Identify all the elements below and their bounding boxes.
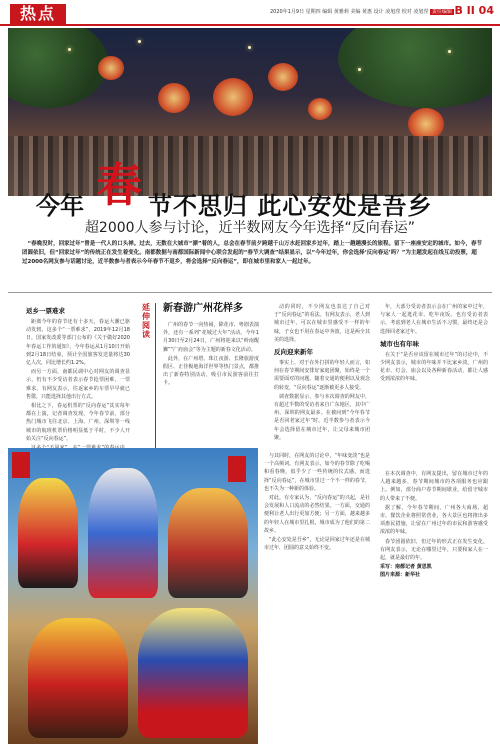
paragraph: 相比之下，春运机票的“反向春运”其实每年都在上演，记者调查发现，今年春节前，部分热门城市飞往北京、上海、广州、深圳等一线城市的航班机票价格明显低于平时，不少人开始关注“反向春运”。 xyxy=(26,403,130,442)
kicker-char: 伸 xyxy=(142,312,150,321)
kicker-rule xyxy=(155,303,156,451)
page-header xyxy=(0,0,500,26)
light-dot xyxy=(248,46,251,49)
performer-shape xyxy=(88,468,158,598)
sidebar-title: 新春游广州花样多 xyxy=(163,303,243,314)
header-meta-text: 2020年1月9日 星期四 编辑 黄雅莉 美编 黄惠 设计 凌旭滢 校对 凌旭滢 xyxy=(270,9,429,15)
lantern-decoration xyxy=(98,56,124,80)
section-tab: 热点 xyxy=(10,4,66,24)
paragraph: 动的同时，不少网友也表达了自己对于“反向春运”的看法。有网友表示，老人到城市过年，可以在城市里感受不一样的年味，子女也不用在春运中奔波，这是两全其美的选择。 xyxy=(274,304,370,343)
subheadline: 超2000人参与讨论，近半数网友今年选择“反向春运” xyxy=(84,220,416,236)
opera-photo xyxy=(8,448,258,744)
paragraph: 此外，在广州塔、珠江夜游、长隆旅游度假区、正佳极地海洋世界等热门景点，都推出了新春特别活动，吸引市民游客前往打卡。 xyxy=(163,355,259,387)
lantern-decoration xyxy=(158,83,190,113)
paragraph: 在关于“是否应该留在城市过年”的讨论中，不少网友表示，城市的年味并不比家乡淡。广州的花市、灯会、庙会以及各种新春活动，都让人感受到浓浓的年味。 xyxy=(380,351,488,383)
header-rule xyxy=(0,24,500,26)
header-meta xyxy=(270,8,470,15)
column-6 xyxy=(380,470,488,579)
kicker-char: 读 xyxy=(142,330,150,339)
light-dot xyxy=(358,68,361,71)
headline xyxy=(8,158,492,220)
headline-suffix: 节不思归 此心安处是吾乡 xyxy=(148,192,433,220)
paragraph: 调查数据显示，参与本次调查的网友中，有超过半数的受访者来自广东地区，其中广州、深圳的网友最多。在被问到“今年春节是否回老家过年”时，近半数参与者表示今年会选择留在城市过年，让父母来城市团聚。 xyxy=(274,393,370,441)
column-1 xyxy=(26,303,130,461)
flag-shape xyxy=(12,452,30,478)
paragraph: 事实上，对于在外打拼的年轻人而言，如何在春节期间安排好家庭团聚，始终是一个需要面对的问题。随着交通的便利以及观念的转变，“反向春运”逐渐被更多人接受。 xyxy=(274,360,370,391)
paragraph: 而另一方面，南都民调中心对网友的调查显示，仍有不少受访者表示春节抢票困难，一票难求。有网友表示，往返家乡的车票早早就已售罄，只能选择其他出行方式。 xyxy=(26,369,130,400)
photo-credit: 图片来源：新华社 xyxy=(380,572,421,579)
lede-paragraph: “春晚没时，回家过年”曾是一代人的口头禅。过去，无数在大城市“漂”着的人，总会在春节前夕跨越千山万水赶回家乡过年，踏上一趟趟漫长的旅程。留下一座座安定的城市。如今，春节团圆依旧，但“回家过年”的传统正在发生着变化。南都数据与南都国际新闻中心联合发起的“春节大调查”结果显示，以“今年过年，你会选择‘反向春运’吗？”为主题发起在线互动投票，超过2000名网友参与话题讨论，近半数参与者表示今年春节不返乡，将会选择“反向春运”，即在城市里和家人一起过年。 xyxy=(22,241,482,265)
column-5 xyxy=(264,452,370,553)
paragraph: 在本次调查中，有网友提出，留在城市过年的人越来越多，春节期间城市的各项服务也应跟上。例如，部分商户春节期间歇业，给留守城市的人带来了不便。 xyxy=(380,471,488,502)
section-heading: 反向迎来新年 xyxy=(274,348,313,357)
lantern-decoration xyxy=(308,98,332,120)
tree-shape xyxy=(8,28,108,108)
paragraph: “此心安处是吾乡”，无论是回家过年还是在城市过年，团圆的意义始终不变。 xyxy=(264,537,370,552)
section-heading: 城市也有年味 xyxy=(380,339,419,348)
paragraph: 与其同时，在网友的讨论中，“年味变淡”也是一个高频词。有网友表示，如今的春节除了吃喝和看春晚，似乎少了一些传统的仪式感。而选择“反向春运”，在城市里过一个不一样的春节，也不失为一种新的体验。 xyxy=(264,453,370,492)
performer-shape xyxy=(168,488,248,598)
flag-shape xyxy=(228,456,246,482)
divider xyxy=(8,292,492,293)
light-dot xyxy=(448,50,451,53)
performer-shape xyxy=(138,608,248,738)
light-dot xyxy=(138,40,141,43)
extended-reading-label xyxy=(140,303,152,339)
light-dot xyxy=(68,48,71,51)
paragraph: 对此，有专家认为，“反向春运”的兴起，是社会发展和人口流动的必然结果。一方面，交通的便利让老人出行更加方便；另一方面，越来越多的年轻人在城市里扎根，城市成为了他们的第二故乡。 xyxy=(264,495,370,534)
byline: 采写：南都记者 黄思凯 xyxy=(380,564,432,571)
performer-shape xyxy=(18,478,78,588)
kicker-char: 延 xyxy=(142,303,150,312)
column-4 xyxy=(380,303,488,385)
headline-prefix: 今年 xyxy=(36,192,84,220)
kicker-char: 阅 xyxy=(142,321,150,330)
section-heading: 返乡一票难求 xyxy=(26,307,65,315)
lantern-decoration xyxy=(268,63,298,91)
paragraph: 距离今年的春节还有十多天，春运大潮已驱动发轫。这多个“一票难求”，2019年12月18日，国家发改委等部门公布的《关于做好2020年春运工作的通知》，今年春运从1月10日开始到2月18日结束，预计全国旅客发送量将达30亿人次，同比增长约1.2%。 xyxy=(26,319,130,367)
headline-highlight: 春 xyxy=(96,158,142,212)
performer-shape xyxy=(28,618,128,738)
paragraph: 广州的春节一向热闹，除花市、粤剧表演外，还有一系列“花城过大年”活动。今年1月30日至2月24日，广州将迎来以“岭南醒狮”“广府庙会”等为主题的新春文化活动。 xyxy=(163,322,259,353)
lantern-decoration xyxy=(213,78,253,116)
paragraph: 据了解，今年春节期间，广州各大商场、超市、餐饮企业将照常营业，各大景区也将推出多项惠民措施，让留在广州过年的市民和游客感受浓浓的年味。 xyxy=(380,504,488,536)
paragraph: 年，大部分受访者表示会在广州的家中过年，与家人一起逛花市、吃年夜饭。也有受访者表示，考虑到老人在城市生活不习惯，最终还是会选择回老家过年。 xyxy=(380,304,488,335)
editor-tag: 责任编辑 xyxy=(432,9,453,15)
column-2 xyxy=(163,303,259,389)
page-number: B II 04 xyxy=(454,4,494,17)
tree-shape xyxy=(338,28,492,108)
column-3 xyxy=(274,303,370,443)
paragraph: 春节团圆依旧，但过年的形式正在发生变化。有网友表示，无论在哪里过年，只要和家人在一起，就是最好的年。 xyxy=(380,538,488,562)
